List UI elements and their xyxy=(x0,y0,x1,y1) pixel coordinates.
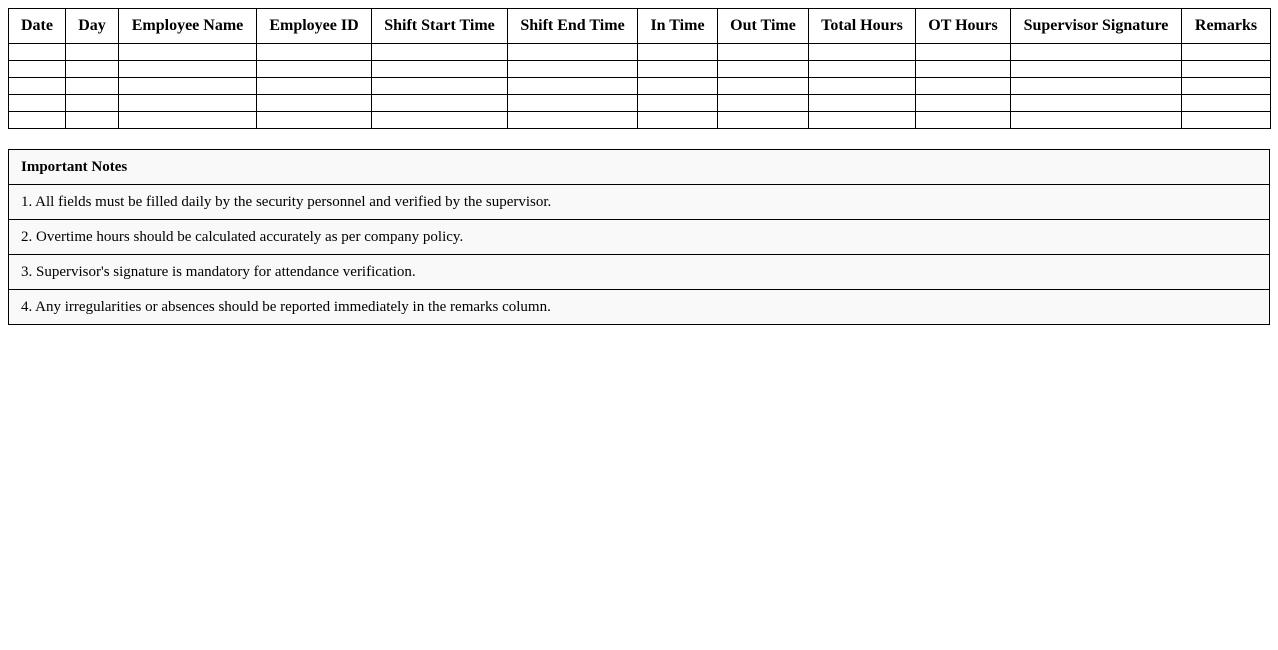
table-row xyxy=(9,95,1271,112)
cell-employee-id[interactable] xyxy=(257,61,372,78)
table-row xyxy=(9,61,1271,78)
cell-supervisor-signature[interactable] xyxy=(1011,61,1182,78)
cell-employee-id[interactable] xyxy=(257,78,372,95)
cell-employee-name[interactable] xyxy=(119,95,257,112)
cell-ot-hours[interactable] xyxy=(916,95,1011,112)
cell-date[interactable] xyxy=(9,78,66,95)
cell-out-time[interactable] xyxy=(718,95,809,112)
cell-remarks[interactable] xyxy=(1182,78,1271,95)
notes-title: Important Notes xyxy=(9,150,1269,185)
cell-out-time[interactable] xyxy=(718,78,809,95)
cell-shift-start-time[interactable] xyxy=(372,112,508,129)
cell-total-hours[interactable] xyxy=(809,95,916,112)
header-shift-start-time: Shift Start Time xyxy=(372,9,508,44)
cell-employee-name[interactable] xyxy=(119,44,257,61)
cell-shift-start-time[interactable] xyxy=(372,61,508,78)
header-in-time: In Time xyxy=(638,9,718,44)
cell-ot-hours[interactable] xyxy=(916,44,1011,61)
cell-shift-start-time[interactable] xyxy=(372,78,508,95)
cell-in-time[interactable] xyxy=(638,78,718,95)
cell-employee-name[interactable] xyxy=(119,112,257,129)
cell-remarks[interactable] xyxy=(1182,44,1271,61)
cell-day[interactable] xyxy=(66,44,119,61)
attendance-sheet xyxy=(8,8,1270,325)
cell-ot-hours[interactable] xyxy=(916,78,1011,95)
cell-employee-id[interactable] xyxy=(257,112,372,129)
cell-in-time[interactable] xyxy=(638,61,718,78)
cell-date[interactable] xyxy=(9,44,66,61)
cell-employee-id[interactable] xyxy=(257,95,372,112)
important-notes xyxy=(8,149,1270,325)
cell-remarks[interactable] xyxy=(1182,95,1271,112)
cell-in-time[interactable] xyxy=(638,112,718,129)
cell-supervisor-signature[interactable] xyxy=(1011,95,1182,112)
cell-employee-name[interactable] xyxy=(119,61,257,78)
cell-shift-end-time[interactable] xyxy=(508,61,638,78)
header-ot-hours: OT Hours xyxy=(916,9,1011,44)
cell-remarks[interactable] xyxy=(1182,112,1271,129)
cell-supervisor-signature[interactable] xyxy=(1011,78,1182,95)
cell-day[interactable] xyxy=(66,112,119,129)
table-row xyxy=(9,112,1271,129)
cell-supervisor-signature[interactable] xyxy=(1011,44,1182,61)
cell-supervisor-signature[interactable] xyxy=(1011,112,1182,129)
cell-ot-hours[interactable] xyxy=(916,61,1011,78)
cell-shift-end-time[interactable] xyxy=(508,95,638,112)
cell-total-hours[interactable] xyxy=(809,44,916,61)
cell-shift-end-time[interactable] xyxy=(508,112,638,129)
note-item: 3. Supervisor's signature is mandatory for attendance verification. xyxy=(9,255,1269,290)
cell-shift-end-time[interactable] xyxy=(508,78,638,95)
header-date: Date xyxy=(9,9,66,44)
table-row xyxy=(9,78,1271,95)
cell-employee-id[interactable] xyxy=(257,44,372,61)
cell-day[interactable] xyxy=(66,95,119,112)
cell-in-time[interactable] xyxy=(638,95,718,112)
note-item: 2. Overtime hours should be calculated accurately as per company policy. xyxy=(9,220,1269,255)
note-item: 4. Any irregularities or absences should be reported immediately in the remarks column. xyxy=(21,299,551,315)
cell-employee-name[interactable] xyxy=(119,78,257,95)
cell-shift-start-time[interactable] xyxy=(372,44,508,61)
table-header-row xyxy=(9,9,1271,44)
header-out-time: Out Time xyxy=(718,9,809,44)
cell-total-hours[interactable] xyxy=(809,61,916,78)
cell-out-time[interactable] xyxy=(718,61,809,78)
table-body xyxy=(9,44,1271,129)
cell-ot-hours[interactable] xyxy=(916,112,1011,129)
cell-out-time[interactable] xyxy=(718,44,809,61)
note-item: 1. All fields must be filled daily by the security personnel and verified by the supervisor. xyxy=(9,185,1269,220)
header-employee-name: Employee Name xyxy=(119,9,257,44)
cell-total-hours[interactable] xyxy=(809,78,916,95)
cell-date[interactable] xyxy=(9,95,66,112)
cell-out-time[interactable] xyxy=(718,112,809,129)
cell-shift-start-time[interactable] xyxy=(372,95,508,112)
cell-day[interactable] xyxy=(66,78,119,95)
cell-total-hours[interactable] xyxy=(809,112,916,129)
cell-shift-end-time[interactable] xyxy=(508,44,638,61)
header-total-hours: Total Hours xyxy=(809,9,916,44)
header-shift-end-time: Shift End Time xyxy=(508,9,638,44)
header-employee-id: Employee ID xyxy=(257,9,372,44)
cell-in-time[interactable] xyxy=(638,44,718,61)
header-remarks: Remarks xyxy=(1182,9,1271,44)
cell-remarks[interactable] xyxy=(1182,61,1271,78)
cell-date[interactable] xyxy=(9,61,66,78)
cell-date[interactable] xyxy=(9,112,66,129)
header-day: Day xyxy=(66,9,119,44)
cell-day[interactable] xyxy=(66,61,119,78)
header-supervisor-signature: Supervisor Signature xyxy=(1011,9,1182,44)
attendance-table xyxy=(8,8,1271,129)
table-row xyxy=(9,44,1271,61)
